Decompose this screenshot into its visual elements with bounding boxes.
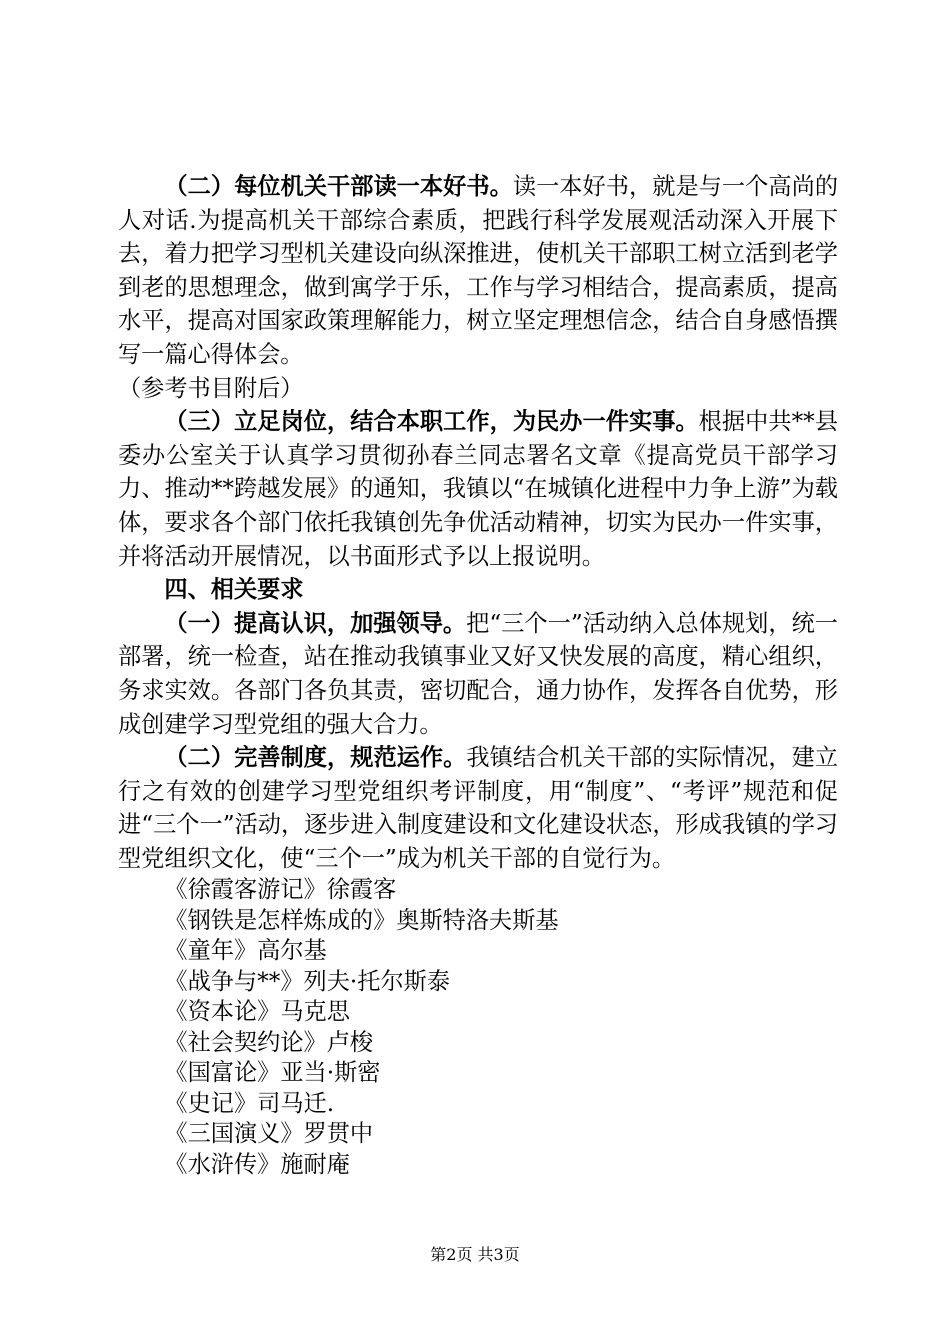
book-list-item: 《战争与**》列夫·托尔斯泰 (164, 967, 451, 995)
book-list-item: 《国富论》亚当·斯密 (164, 1059, 381, 1087)
book-list-item: 《水浒传》施耐庵 (164, 1150, 350, 1178)
page-number: 第2页 共3页 (430, 1245, 520, 1264)
book-list-item: 《童年》高尔基 (164, 937, 327, 965)
paragraph-improve-system (118, 741, 838, 875)
paragraph-do-a-practical-thing (118, 405, 838, 573)
paragraph-read-a-book (118, 170, 838, 372)
book-list-item: 《徐霞客游记》徐霞客 (164, 876, 397, 904)
page-footer (0, 1242, 950, 1265)
paragraph-lead: （二）每位机关干部读一本好书。 (164, 173, 513, 200)
reference-book-list (118, 875, 838, 1180)
paragraph-text: 根据中共**县委办公室关于认真学习贯彻孙春兰同志署名文章《提高党员干部学习力、推动**跨越发展》的通知，我镇以“在城镇化进程中力争上游”为载体，要求各个部门依托我镇创先争优活动精神，切实为民办一件实事，并将活动开展情况，以书面形式予以上报说明。 (118, 408, 839, 570)
paragraph-lead: （二）完善制度，规范运作。 (164, 744, 467, 772)
book-list-item: 《史记》司马迁. (164, 1089, 335, 1117)
book-list-item: 《三国演义》罗贯中 (164, 1120, 374, 1148)
book-list-item: 《资本论》马克思 (164, 998, 350, 1026)
book-list-item: 《钢铁是怎样炼成的》奥斯特洛夫斯基 (164, 906, 559, 934)
paragraph-text: 读一本好书，就是与一个高尚的人对话.为提高机关干部综合素质，把践行科学发展观活动深入开展下去，着力把学习型机关建设向纵深推进，使机关干部职工树立活到老学到老的思想理念，做到寓学于乐，工作与学习相结合，提高素质，提高水平，提高对国家政策理解能力，树立坚定理想信念，结合自身感悟撰写一篇心得体会。 (118, 173, 839, 368)
paragraph-lead: （三）立足岗位，结合本职工作，为民办一件实事。 (164, 408, 699, 436)
paragraph-text: （参考书目附后） (118, 374, 304, 402)
paragraph-raise-awareness (118, 607, 838, 741)
section-heading-requirements: 四、相关要求 (164, 576, 304, 604)
book-list-item: 《社会契约论》卢梭 (164, 1028, 374, 1056)
paragraph-text: 把“三个一”活动纳入总体规划，统一部署，统一检查，站在推动我镇事业又好又快发展的高度，精心组织，务求实效。各部门各负其责，密切配合，通力协作，发挥各自优势，形成创建学习型党组的强大合力。 (118, 609, 838, 738)
paragraph-text: 我镇结合机关干部的实际情况，建立行之有效的创建学习型党组织考评制度，用“制度”、“考评”规范和促进“三个一”活动，逐步进入制度建设和文化建设状态，形成我镇的学习型党组织文化，使“三个一”成为机关干部的自觉行为。 (118, 744, 839, 872)
paragraph-lead: （一）提高认识，加强领导。 (164, 609, 467, 637)
document-body (118, 170, 838, 1180)
paragraph-reference-note (118, 372, 838, 406)
